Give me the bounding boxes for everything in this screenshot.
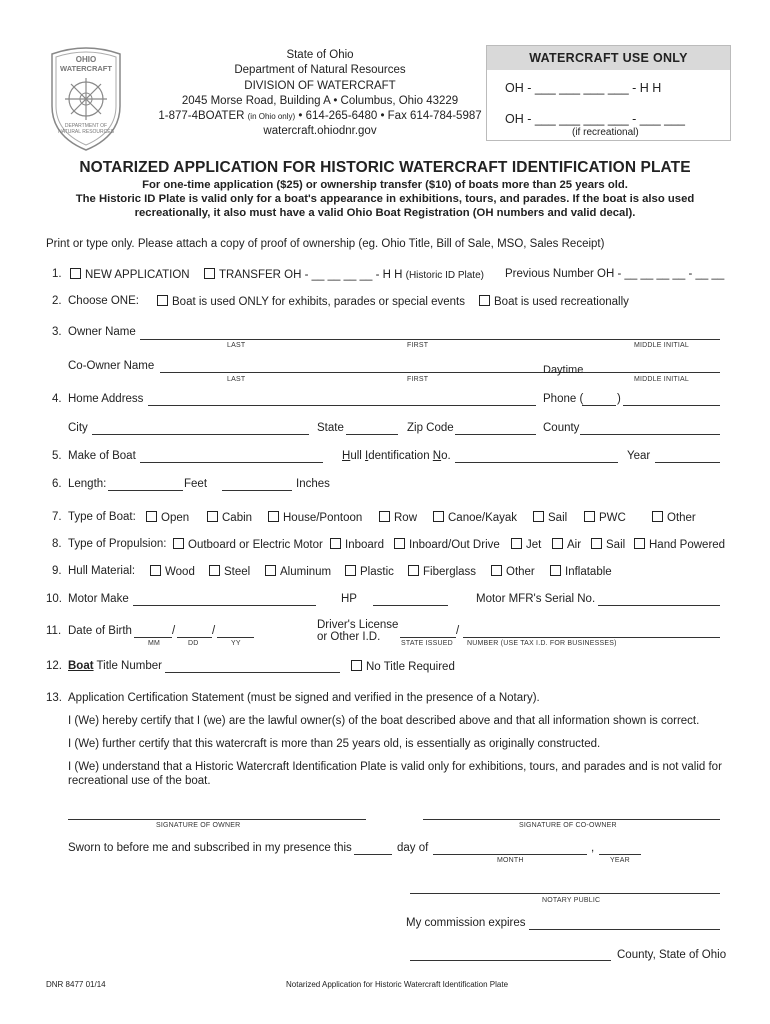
boat-title-number-label [68,660,162,672]
hull-end: o. [441,450,451,462]
length-feet-field[interactable] [108,490,183,491]
propulsion-air[interactable] [552,538,581,551]
county-field[interactable] [580,434,720,435]
dob-mm-caption: MM [148,640,161,647]
sworn-day-field[interactable] [354,854,392,855]
option-label: Inboard [345,539,385,551]
hull-material-plastic[interactable] [345,565,394,578]
commission-expires-field[interactable] [529,929,720,930]
daytime-label: Daytime [543,364,584,376]
hull-material-aluminum[interactable] [265,565,331,578]
form-code: DNR 8477 01/14 [46,980,106,989]
q3-number: 3. [52,326,62,338]
hp-label: HP [341,593,357,605]
year-caption: YEAR [610,857,630,864]
option-label: Wood [165,566,195,578]
owner-signature-caption: SIGNATURE OF OWNER [156,822,241,829]
q10-number: 10. [46,593,62,605]
checkbox[interactable] [345,565,356,576]
boat-type-cabin[interactable] [207,511,252,524]
checkbox[interactable] [173,538,184,549]
type-of-boat-label: Type of Boat: [68,511,136,523]
form-title: NOTARIZED APPLICATION FOR HISTORIC WATERCRAFT IDENTIFICATION PLATE [79,159,691,176]
hull-id-field[interactable] [455,462,618,463]
license-number-caption: NUMBER (USE TAX I.D. FOR BUSINESSES) [467,640,617,647]
checkbox[interactable] [394,538,405,549]
propulsion-jet[interactable] [511,538,541,551]
checkbox[interactable] [146,511,157,522]
phone-area-code-field[interactable] [582,405,616,406]
make-of-boat-field[interactable] [140,462,323,463]
boat-type-pwc[interactable] [584,511,626,524]
sworn-month-field[interactable] [433,854,587,855]
option-label: Jet [526,539,542,551]
no-title-label: No Title Required [366,661,455,673]
month-caption: MONTH [497,857,524,864]
hull-material-wood[interactable] [150,565,195,578]
checkbox[interactable] [634,538,645,549]
option-label: Cabin [222,512,253,524]
q1-previous-number: Previous Number OH - __ __ __ __ - __ __ [505,268,725,280]
header-phone-note: (in Ohio only) [247,112,296,121]
zip-field[interactable] [455,434,536,435]
checkbox[interactable] [268,511,279,522]
propulsion-inboard[interactable] [330,538,384,551]
option-label: Aluminum [280,566,332,578]
q1-transfer[interactable] [204,268,484,281]
option-label: Other [506,566,535,578]
year-label: Year [627,450,651,462]
form-subtitle-1: For one-time application ($25) or ownership transfer ($10) of boats more than 25 years old. [142,179,628,191]
hull-i: I [365,450,369,462]
owner-last-caption: LAST [227,342,246,349]
coowner-name-label: Co-Owner Name [68,360,155,372]
footer-title: Notarized Application for Historic Watercraft Identification Plate [286,980,509,989]
q1-new-application[interactable] [70,268,190,281]
coowner-first-caption: FIRST [407,376,429,383]
checkbox[interactable] [351,660,362,671]
sworn-year-field[interactable] [599,854,641,855]
checkbox[interactable] [552,538,563,549]
watercraft-oh-line-1: OH - ___ ___ ___ ___ - H H [505,81,662,95]
feet-label: Feet [184,478,208,490]
drivers-license-label: Driver's License [317,619,399,631]
header-phone-rest: • 614-265-6480 • Fax 614-784-5987 [298,110,482,122]
hull-material-fiberglass[interactable] [408,565,476,578]
license-number-field[interactable] [463,637,720,638]
seal-sub-text: WATERCRAFT [60,64,112,73]
checkbox[interactable] [207,511,218,522]
checkbox[interactable] [591,538,602,549]
propulsion-hand-powered[interactable] [634,538,725,551]
owner-first-caption: FIRST [407,342,429,349]
checkbox[interactable] [209,565,220,576]
checkbox[interactable] [511,538,522,549]
sworn-statement: Sworn to before me and subscribed in my presence this [68,842,352,854]
form-subtitle-3: recreationally, it also must have a valid Ohio Boat Registration (OH numbers and valid decal). [134,207,636,219]
year-field[interactable] [655,462,720,463]
watercraft-oh-line-2: OH - ___ ___ ___ ___ - ___ ___ [505,112,685,126]
phone-close-paren: ) [617,393,621,405]
q11-number: 11. [46,625,62,637]
hull-n: N [432,450,442,462]
license-state-field[interactable] [400,637,456,638]
seal-bottom-text: DEPARTMENT OF NATURAL RESOURCES [58,123,114,135]
option-label: Inflatable [565,566,612,578]
state-issued-caption: STATE ISSUED [401,640,453,647]
q4-number: 4. [52,393,62,405]
instruction-text: Print or type only. Please attach a copy of proof of ownership (eg. Ohio Title, Bill of Sale, MSO, Sales Receipt) [46,238,605,250]
sworn-comma: , [591,842,595,854]
county-state-of-ohio-label: County, State of Ohio [617,949,727,961]
boat-word: Boat [68,660,94,672]
option-label: Outboard or Electric Motor [188,539,323,551]
notary-public-caption: NOTARY PUBLIC [542,897,601,904]
commission-expires-label: My commission expires [406,917,526,929]
motor-make-field[interactable] [133,605,316,606]
q2-option-1-label: Boat is used ONLY for exhibits, parades or special events [172,296,465,308]
hull-material-other[interactable] [491,565,535,578]
phone-label: Phone ( [543,393,584,405]
length-label: Length: [68,478,107,490]
hp-field[interactable] [373,605,448,606]
boat-type-row[interactable] [379,511,417,524]
certification-paragraph-2: I (We) further certify that this watercraft is more than 25 years old, is essentially as originally constructed. [68,738,601,750]
motor-serial-label: Motor MFR's Serial No. [476,593,596,605]
dob-slash-2: / [212,625,216,637]
q5-number: 5. [52,450,62,462]
checkbox[interactable] [652,511,663,522]
coowner-signature-field[interactable] [423,819,720,820]
q1-number: 1. [52,268,62,280]
coowner-last-caption: LAST [227,376,246,383]
q2-option-recreational[interactable] [479,295,629,308]
checkbox[interactable] [584,511,595,522]
other-id-label: or Other I.D. [317,631,381,643]
type-of-propulsion-label: Type of Propulsion: [68,538,167,550]
option-label: Open [161,512,190,524]
dob-month-field[interactable] [134,637,172,638]
hull-id-label [342,450,451,462]
no-title-required[interactable] [351,660,455,673]
header-phones [130,110,510,122]
hull-material-label: Hull Material: [68,565,136,577]
option-label: Steel [224,566,251,578]
checkbox[interactable] [330,538,341,549]
checkbox[interactable] [204,268,215,279]
checkbox[interactable] [150,565,161,576]
checkbox[interactable] [265,565,276,576]
watercraft-recreational-note: (if recreational) [572,127,639,138]
owner-middle-caption: MIDDLE INITIAL [634,342,689,349]
header-dept: Department of Natural Resources [234,64,406,76]
boat-type-canoe-kayak[interactable] [433,511,517,524]
header-website: watercraft.ohiodnr.gov [263,125,377,137]
day-of-label: day of [397,842,429,854]
header-address: 2045 Morse Road, Building A • Columbus, Ohio 43229 [181,95,459,107]
checkbox[interactable] [157,295,168,306]
form-subtitle-2: The Historic ID Plate is valid only for a boat's appearance in exhibitions, tours, and parades. If the boat is also used [75,193,695,205]
propulsion-outboard[interactable] [173,538,323,551]
length-inches-field[interactable] [222,490,292,491]
checkbox[interactable] [491,565,502,576]
make-of-boat-label: Make of Boat [68,450,136,462]
q8-number: 8. [52,538,62,550]
propulsion-inboard-out-drive[interactable] [394,538,500,551]
option-label: Canoe/Kayak [448,512,518,524]
option-label: Sail [548,512,568,524]
checkbox[interactable] [433,511,444,522]
notary-county-field[interactable] [410,960,611,961]
q12-number: 12. [46,660,62,672]
boat-title-number-field[interactable] [165,672,340,673]
city-field[interactable] [92,434,309,435]
state-label: State [317,422,344,434]
q2-number: 2. [52,295,62,307]
checkbox[interactable] [533,511,544,522]
option-label: Row [394,512,418,524]
q13-number: 13. [46,692,62,704]
q7-number: 7. [52,511,62,523]
boat-type-sail[interactable] [533,511,567,524]
propulsion-sail[interactable] [591,538,625,551]
state-field[interactable] [346,434,398,435]
coowner-signature-caption: SIGNATURE OF CO-OWNER [519,822,617,829]
title-number-word: Title Number [93,660,162,672]
hull-material-steel[interactable] [209,565,250,578]
q2-option-exhibits[interactable] [157,295,465,308]
checkbox[interactable] [479,295,490,306]
option-label: Air [567,539,582,551]
option-label: Other [667,512,696,524]
header-phone-prefix: 1-877-4BOATER [158,110,245,122]
license-slash: / [456,625,460,637]
q9-number: 9. [52,565,62,577]
motor-make-label: Motor Make [68,593,129,605]
certification-paragraph-3b: recreational use of the boat. [68,775,211,787]
hull-mid2: dentification [368,450,433,462]
boat-type-house-pontoon[interactable] [268,511,362,524]
dob-dd-caption: DD [188,640,199,647]
header-state: State of Ohio [286,49,354,61]
option-label: Inboard/Out Drive [409,539,500,551]
hull-h: H [342,450,351,462]
boat-type-open[interactable] [146,511,189,524]
hull-material-inflatable[interactable] [550,565,612,578]
coowner-middle-caption: MIDDLE INITIAL [634,376,689,383]
county-label: County [543,422,580,434]
owner-signature-field[interactable] [68,819,366,820]
seal-top-text: OHIO [75,55,97,64]
notary-signature-field[interactable] [410,893,720,894]
coowner-name-field[interactable] [160,372,720,373]
phone-number-field[interactable] [623,405,720,406]
option-label: Hand Powered [649,539,726,551]
ohio-watercraft-seal [46,44,126,152]
date-of-birth-label: Date of Birth [68,625,132,637]
q1-new-label: NEW APPLICATION [85,269,190,281]
option-label: Fiberglass [423,566,477,578]
q2-label: Choose ONE: [68,295,139,307]
dob-year-field[interactable] [217,637,254,638]
option-label: Plastic [360,566,394,578]
dob-yy-caption: YY [231,640,241,647]
certification-heading: Application Certification Statement (must be signed and verified in the presence of a Notary). [68,692,540,704]
q1-transfer-note: (Historic ID Plate) [405,270,484,281]
checkbox[interactable] [379,511,390,522]
home-address-label: Home Address [68,393,144,405]
q6-number: 6. [52,478,62,490]
zip-label: Zip Code [407,422,454,434]
hull-mid: ull [350,450,366,462]
dob-day-field[interactable] [177,637,212,638]
watercraft-use-only-box [486,45,731,141]
option-label: PWC [599,512,626,524]
option-label: Sail [606,539,626,551]
checkbox[interactable] [408,565,419,576]
certification-paragraph-1: I (We) hereby certify that I (we) are the lawful owner(s) of the boat described above and that all information shown is correct. [68,715,700,727]
boat-type-other[interactable] [652,511,696,524]
checkbox[interactable] [70,268,81,279]
dob-slash-1: / [172,625,176,637]
city-label: City [68,422,88,434]
checkbox[interactable] [550,565,561,576]
q2-option-2-label: Boat is used recreationally [494,296,629,308]
header-division: DIVISION OF WATERCRAFT [244,80,396,92]
option-label: House/Pontoon [283,512,363,524]
owner-name-field[interactable] [140,339,720,340]
owner-name-label: Owner Name [68,326,136,338]
motor-serial-field[interactable] [598,605,720,606]
watercraft-use-only-title: WATERCRAFT USE ONLY [487,46,730,70]
home-address-field[interactable] [148,405,536,406]
certification-paragraph-3a: I (We) understand that a Historic Watercraft Identification Plate is valid only for exhibitions, tours, and parades and is not valid for [68,761,722,773]
inches-label: Inches [296,478,330,490]
q1-transfer-label: TRANSFER OH - __ __ __ __ - H H [219,269,403,281]
